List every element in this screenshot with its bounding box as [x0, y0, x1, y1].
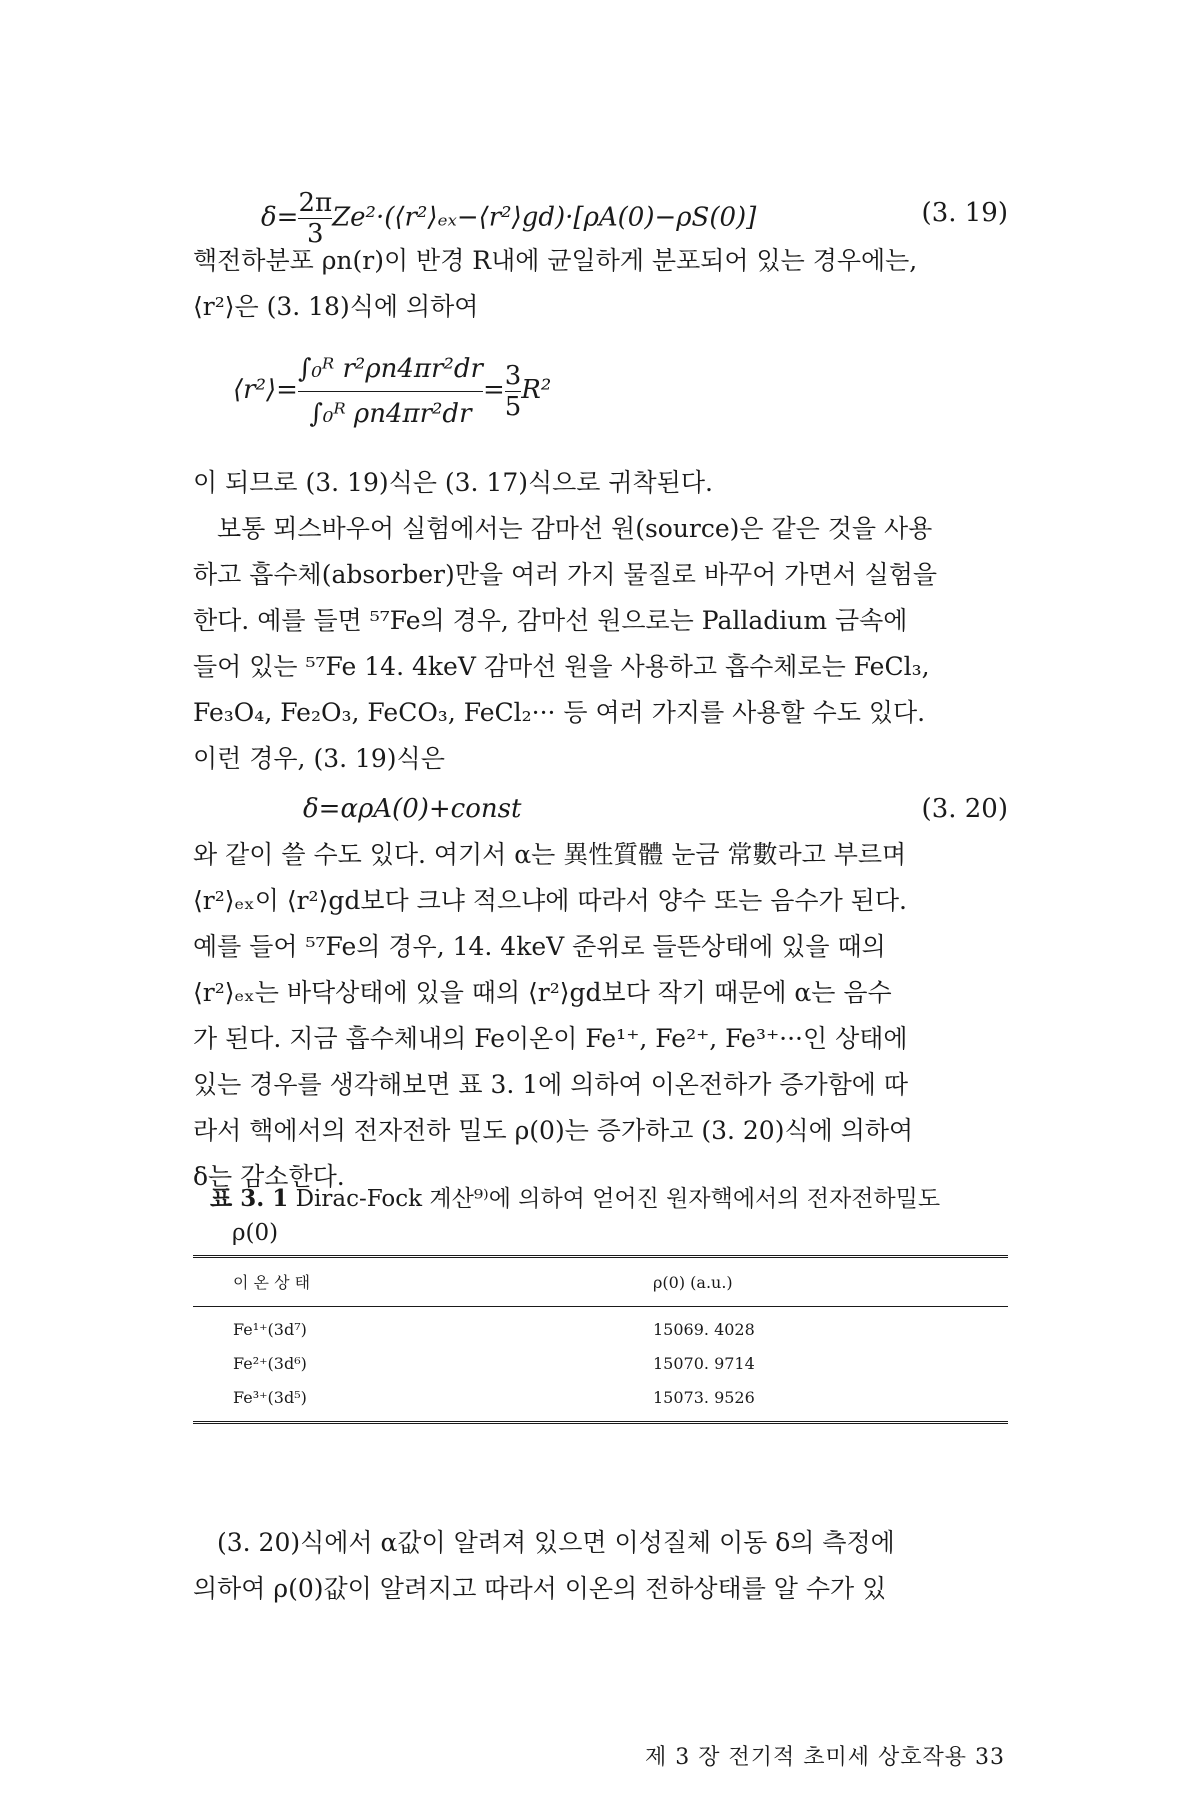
table-caption-label: 표 3. 1 — [210, 1185, 289, 1212]
equation-body: δ=αρA(0)+const — [303, 794, 522, 824]
text-line: 가 된다. 지금 흡수체내의 Fe이온이 Fe¹⁺, Fe²⁺, Fe³⁺···인 상태에 — [193, 1024, 908, 1053]
integral-numerator: ∫₀ᴿ r²ρn4πr²dr — [297, 353, 483, 384]
table-top-rule — [193, 1255, 1008, 1258]
table-row — [193, 1381, 1008, 1415]
equals-sign: = — [482, 375, 505, 405]
table-cell-ion: Fe²⁺(3d⁶) — [233, 1354, 307, 1373]
text-line: 의하여 ρ(0)값이 알려지고 따라서 이온의 전하상태를 알 수가 있 — [193, 1574, 887, 1603]
equation-3-20 — [193, 786, 1008, 832]
fraction-denominator: 3 — [307, 219, 324, 249]
text-line: 들어 있는 ⁵⁷Fe 14. 4keV 감마선 원을 사용하고 흡수체로는 FeCl₃, — [193, 652, 930, 681]
paragraph-3 — [193, 832, 1008, 1200]
text-line: 라서 핵에서의 전자전하 밀도 ρ(0)는 증가하고 (3. 20)식에 의하여 — [193, 1116, 914, 1145]
equation-rhs: R² — [521, 375, 552, 405]
text-line: 이 되므로 (3. 19)식은 (3. 17)식으로 귀착된다. — [193, 468, 713, 497]
table-cell-ion: Fe³⁺(3d⁵) — [233, 1388, 307, 1407]
page-footer: 제 3 장 전기적 초미세 상호작용 33 — [645, 1745, 1005, 1770]
text-line: ⟨r²⟩ₑₓ이 ⟨r²⟩gd보다 크냐 적으냐에 따라서 양수 또는 음수가 된다. — [193, 886, 907, 915]
text-line: 이런 경우, (3. 19)식은 — [193, 744, 445, 773]
table-caption-symbol: ρ(0) — [232, 1220, 279, 1246]
text-line: ⟨r²⟩ₑₓ는 바닥상태에 있을 때의 ⟨r²⟩gd보다 작기 때문에 α는 음수 — [193, 978, 892, 1007]
text-line: Fe₃O₄, Fe₂O₃, FeCO₃, FeCl₂··· 등 여러 가지를 사용할 수도 있다. — [193, 698, 926, 727]
table-caption-text: Dirac-Fock 계산⁹⁾에 의하여 얻어진 원자핵에서의 전자전하밀도 — [295, 1186, 941, 1212]
equation-rhs: Ze²·(⟨r²⟩ₑₓ−⟨r²⟩gd)·[ρA(0)−ρS(0)] — [332, 202, 757, 233]
equation-body — [233, 340, 551, 440]
equation-lhs: ⟨r²⟩= — [233, 375, 298, 405]
fraction-numerator: 3 — [504, 360, 522, 391]
fraction-denominator: 5 — [504, 391, 522, 422]
equation-3-19 — [193, 188, 1008, 249]
text-line: 핵전하분포 ρn(r)이 반경 R내에 균일하게 분포되어 있는 경우에는, — [193, 246, 918, 275]
data-table — [193, 1255, 1008, 1424]
table-caption — [210, 1182, 1010, 1250]
table-row — [193, 1313, 1008, 1347]
equation-mean-square-radius — [193, 340, 1008, 440]
table-header-ion-state: 이 온 상 태 — [233, 1273, 311, 1292]
text-line: 보통 뫼스바우어 실험에서는 감마선 원(source)은 같은 것을 사용 — [217, 514, 933, 543]
table-header-rule — [193, 1306, 1008, 1307]
table-header-row — [193, 1266, 1008, 1300]
paragraph-2 — [193, 460, 1008, 782]
text-line: 와 같이 쓸 수도 있다. 여기서 α는 異性質體 눈금 常數라고 부르며 — [193, 840, 907, 869]
text-line: δ는 감소한다. — [193, 1162, 345, 1191]
paragraph-1 — [193, 238, 1008, 330]
table-header-density: ρ(0) (a.u.) — [653, 1273, 733, 1292]
fraction — [504, 360, 522, 422]
table-cell-value: 15070. 9714 — [653, 1354, 755, 1373]
integral-denominator: ∫₀ᴿ ρn4πr²dr — [309, 398, 472, 429]
equation-number: (3. 20) — [921, 794, 1008, 824]
table-row — [193, 1347, 1008, 1381]
text-line: ⟨r²⟩은 (3. 18)식에 의하여 — [193, 292, 479, 321]
text-line: 하고 흡수체(absorber)만을 여러 가지 물질로 바꾸어 가면서 실험을 — [193, 560, 938, 589]
equation-lhs: δ= — [261, 202, 299, 233]
text-line: 예를 들어 ⁵⁷Fe의 경우, 14. 4keV 준위로 들뜬상태에 있을 때의 — [193, 932, 886, 961]
table-bottom-rule — [193, 1421, 1008, 1424]
text-line: 한다. 예를 들면 ⁵⁷Fe의 경우, 감마선 원으로는 Palladium 금속에 — [193, 606, 908, 635]
integral-fraction — [298, 349, 483, 434]
equation-number: (3. 19) — [921, 198, 1008, 228]
text-line: 있는 경우를 생각해보면 표 3. 1에 의하여 이온전하가 증가함에 따 — [193, 1070, 909, 1099]
table-cell-value: 15069. 4028 — [653, 1320, 755, 1339]
fraction-numerator: 2π — [298, 188, 333, 218]
table-cell-value: 15073. 9526 — [653, 1388, 755, 1407]
paragraph-4 — [193, 1520, 1008, 1612]
text-line: (3. 20)식에서 α값이 알려져 있으면 이성질체 이동 δ의 측정에 — [217, 1528, 895, 1557]
table-cell-ion: Fe¹⁺(3d⁷) — [233, 1320, 307, 1339]
